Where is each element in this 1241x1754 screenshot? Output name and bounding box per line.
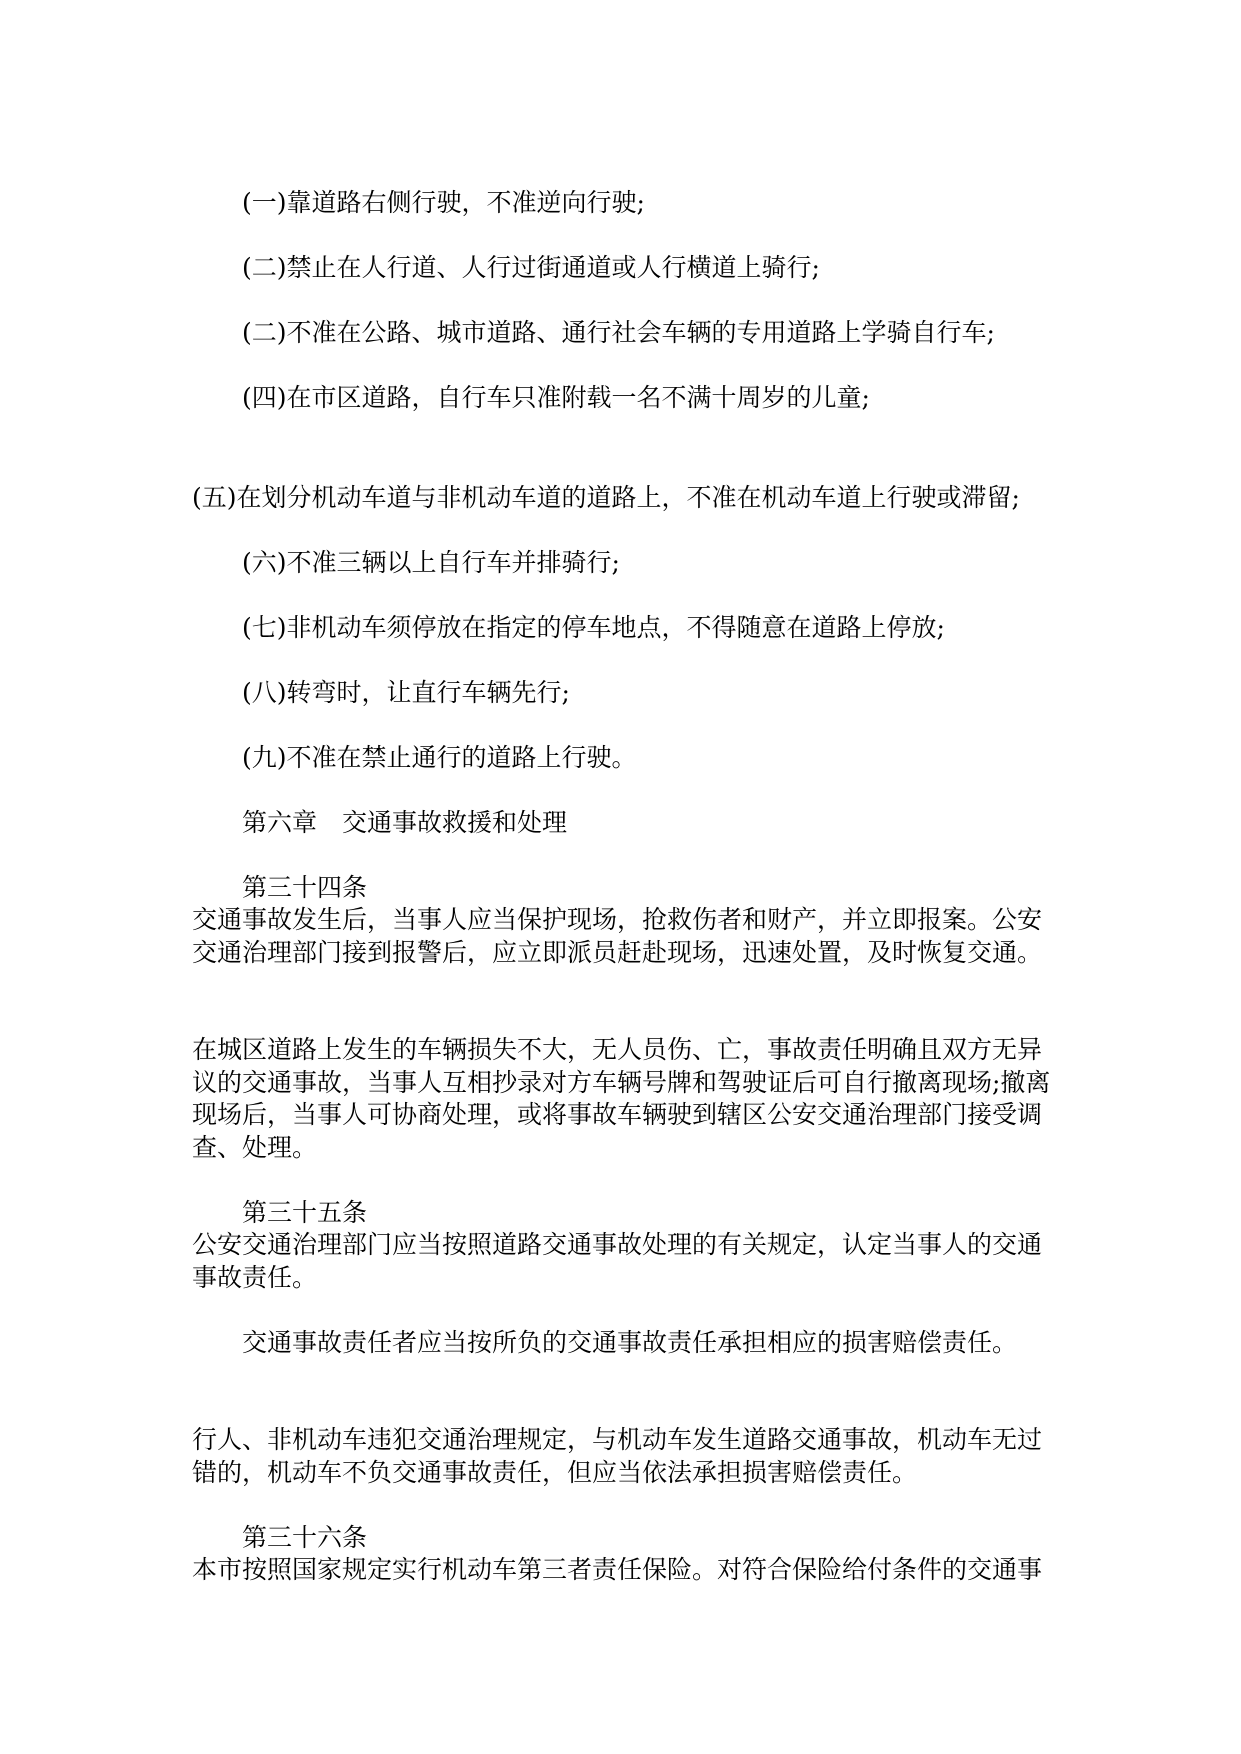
text-line: (八)转弯时，让直行车辆先行; <box>242 678 570 707</box>
article-heading: 第三十五条 <box>242 1198 368 1227</box>
text-line: 错的，机动车不负交通事故责任，但应当依法承担损害赔偿责任。 <box>192 1458 918 1487</box>
text-line: (九)不准在禁止通行的道路上行驶。 <box>242 743 637 772</box>
text-line: (四)在市区道路，自行车只准附载一名不满十周岁的儿童; <box>242 383 870 412</box>
text-line: 事故责任。 <box>192 1263 318 1292</box>
text-line: 本市按照国家规定实行机动车第三者责任保险。对符合保险给付条件的交通事 <box>192 1555 1043 1584</box>
text-line: 现场后，当事人可协商处理，或将事故车辆驶到辖区公安交通治理部门接受调 <box>192 1100 1043 1129</box>
text-line: 交通事故发生后，当事人应当保护现场，抢救伤者和财产，并立即报案。公安 <box>192 905 1043 934</box>
text-line: (一)靠道路右侧行驶，不准逆向行驶; <box>242 188 645 217</box>
text-line: (五)在划分机动车道与非机动车道的道路上，不准在机动车道上行驶或滞留; <box>192 483 1020 512</box>
text-line: (六)不准三辆以上自行车并排骑行; <box>242 548 620 577</box>
text-line: 行人、非机动车违犯交通治理规定，与机动车发生道路交通事故，机动车无过 <box>192 1425 1043 1454</box>
text-line: 交通治理部门接到报警后，应立即派员赶赴现场，迅速处置，及时恢复交通。 <box>192 938 1043 967</box>
text-line: 交通事故责任者应当按所负的交通事故责任承担相应的损害赔偿责任。 <box>242 1328 1018 1357</box>
chapter-heading: 第六章 交通事故救援和处理 <box>242 808 568 837</box>
text-line: 公安交通治理部门应当按照道路交通事故处理的有关规定，认定当事人的交通 <box>192 1230 1043 1259</box>
text-line: 议的交通事故，当事人互相抄录对方车辆号牌和驾驶证后可自行撤离现场;撤离 <box>192 1068 1051 1097</box>
text-line: (七)非机动车须停放在指定的停车地点，不得随意在道路上停放; <box>242 613 945 642</box>
text-line: 查、处理。 <box>192 1133 318 1162</box>
article-heading: 第三十六条 <box>242 1523 368 1552</box>
text-line: 在城区道路上发生的车辆损失不大，无人员伤、亡，事故责任明确且双方无异 <box>192 1035 1043 1064</box>
text-line: (二)不准在公路、城市道路、通行社会车辆的专用道路上学骑自行车; <box>242 318 995 347</box>
article-heading: 第三十四条 <box>242 873 368 902</box>
text-line: (二)禁止在人行道、人行过街通道或人行横道上骑行; <box>242 253 820 282</box>
